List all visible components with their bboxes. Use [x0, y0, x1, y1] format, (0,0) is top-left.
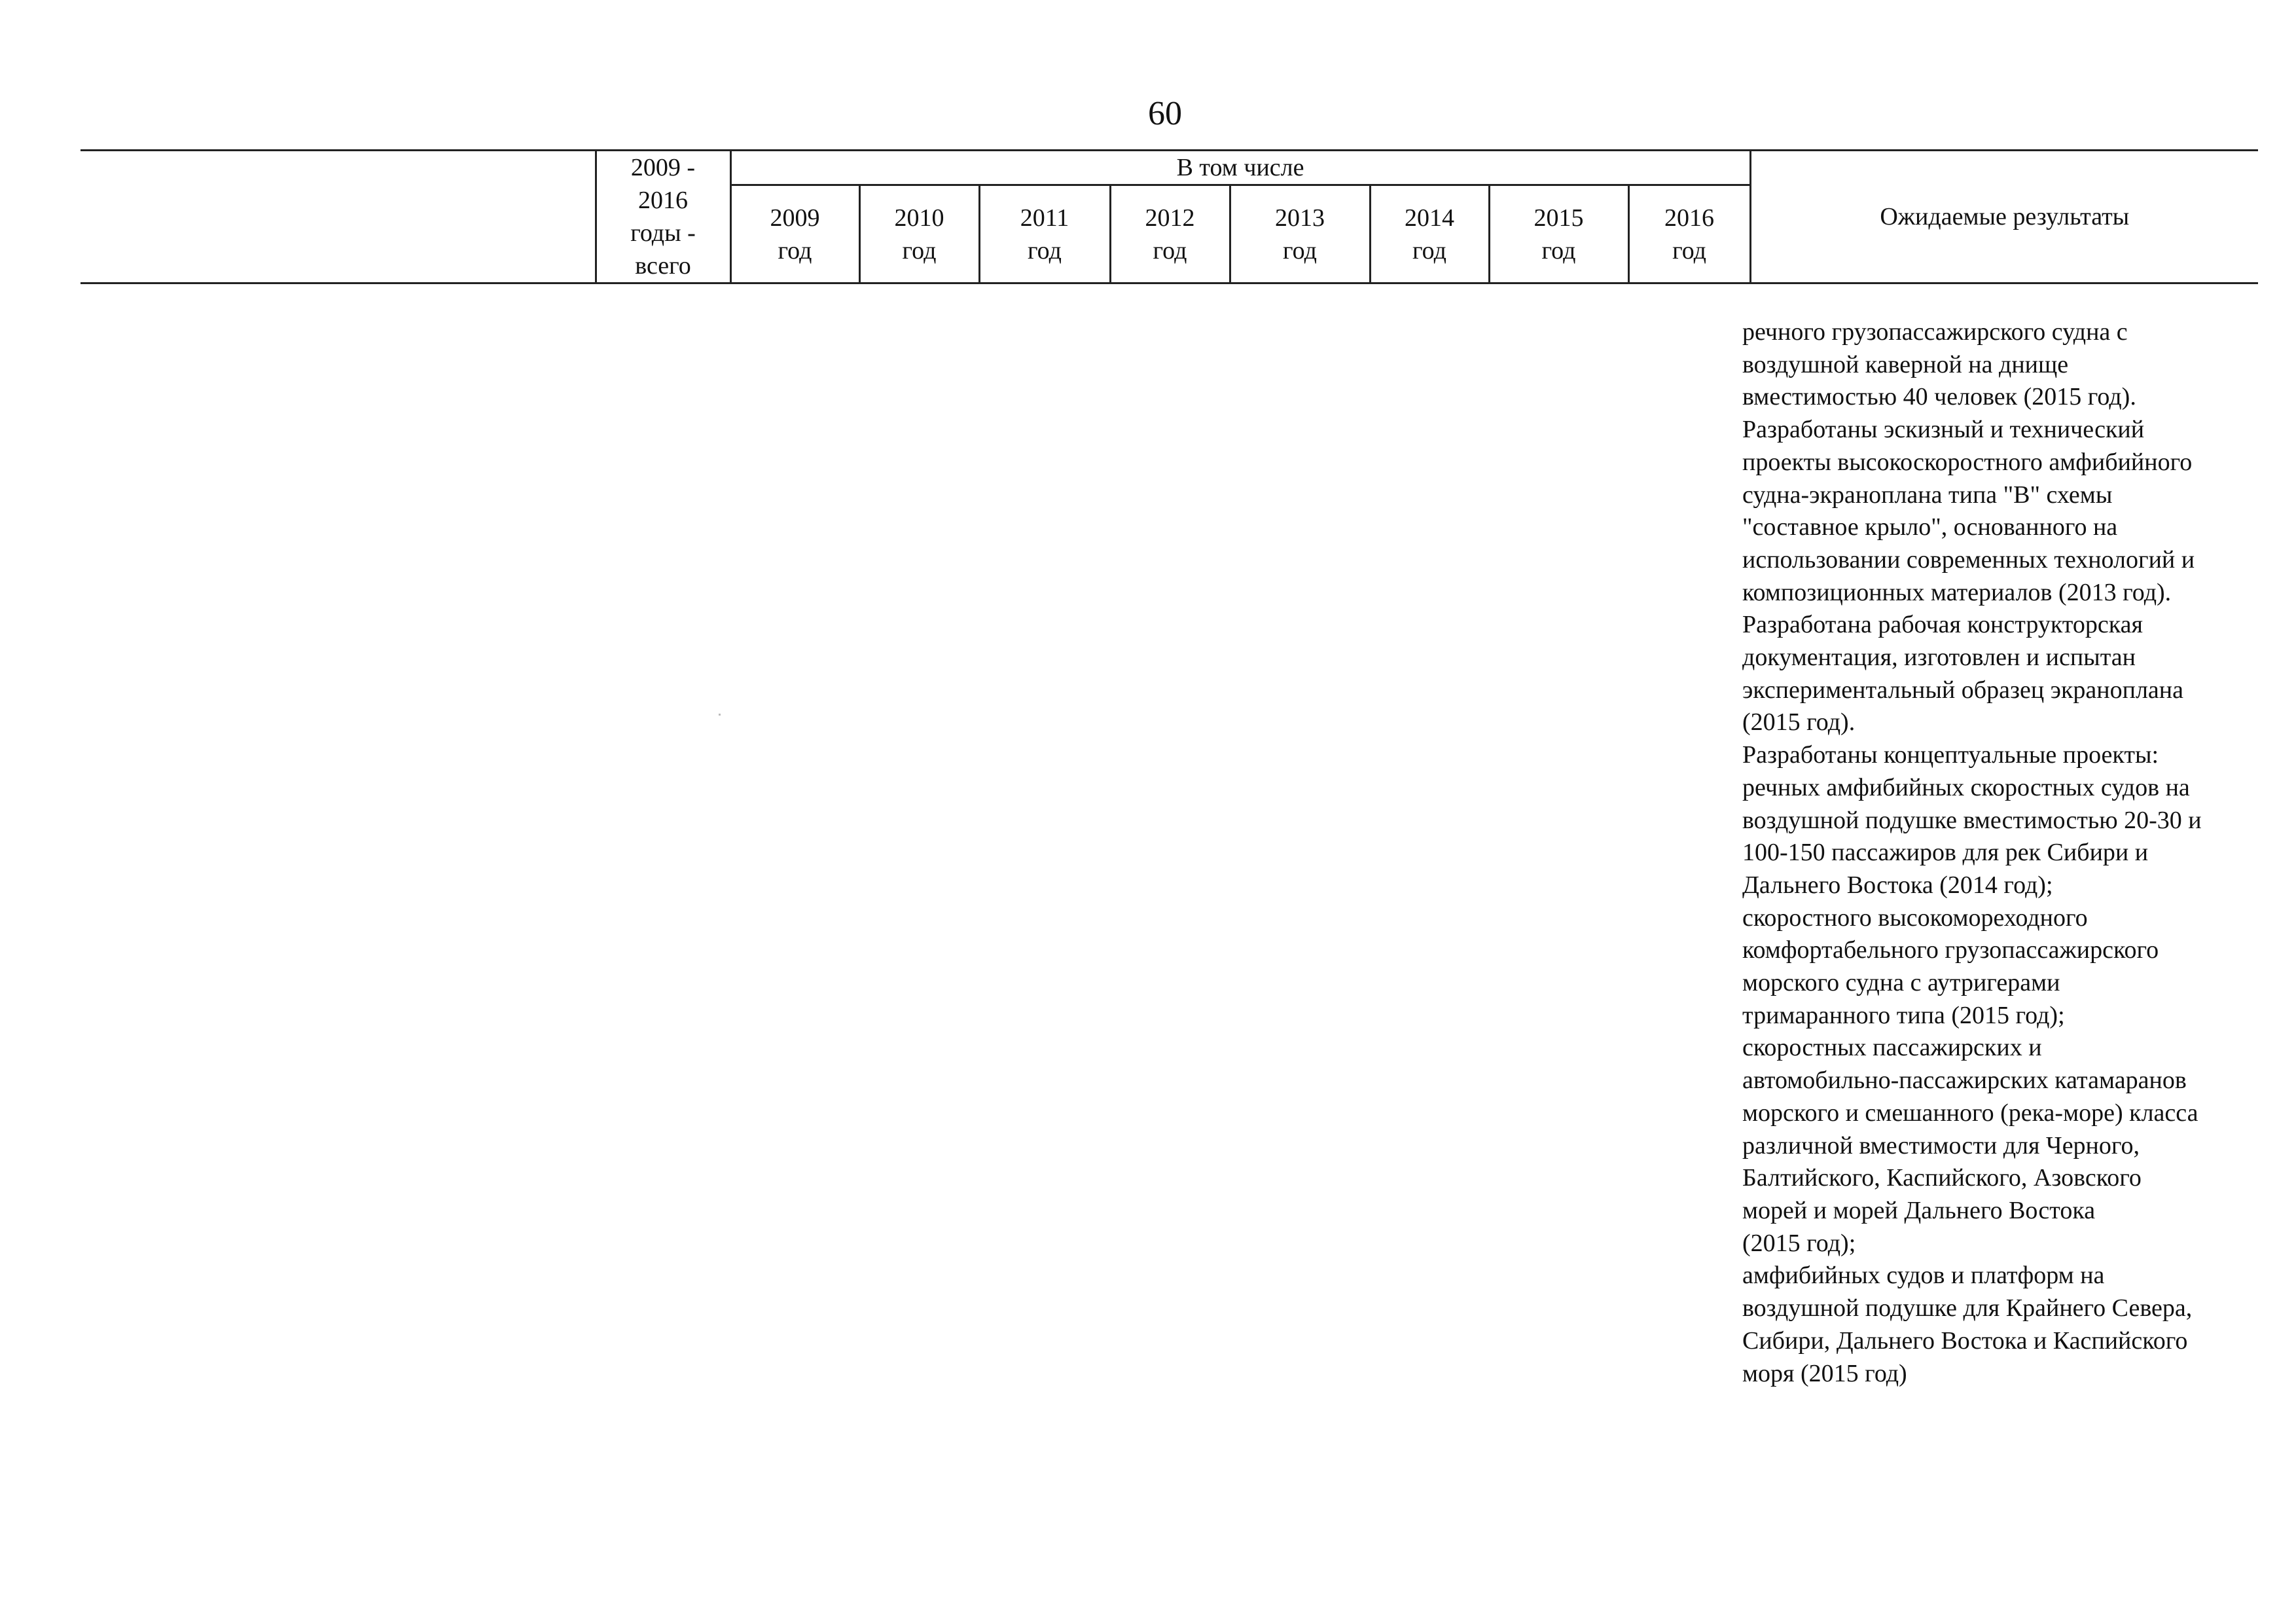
year-unit: год	[902, 236, 937, 264]
header-year-cell	[1628, 185, 1750, 283]
header-year-cell	[1230, 185, 1370, 283]
header-year-cell	[859, 185, 979, 283]
results-line: моря (2015 год)	[1742, 1359, 1907, 1387]
results-line: Разработана рабочая конструкторская	[1742, 611, 2143, 639]
results-line: (2015 год);	[1742, 1229, 1856, 1257]
total-line: годы -	[630, 219, 696, 247]
results-line: (2015 год).	[1742, 708, 1856, 737]
results-line: морского судна с аутригерами	[1742, 969, 2060, 997]
year-unit: год	[1153, 236, 1187, 264]
total-line: 2016	[638, 187, 688, 214]
year-unit: год	[1412, 236, 1446, 264]
results-line: проекты высокоскоростного амфибийного	[1742, 448, 2193, 476]
header-year-cell	[979, 185, 1110, 283]
year-label: 2015	[1534, 204, 1584, 232]
results-line: документация, изготовлен и испытан	[1742, 644, 2136, 672]
header-total-cell	[596, 151, 730, 283]
header-year-cell	[1489, 185, 1628, 283]
year-unit: год	[1672, 236, 1706, 264]
results-line: воздушной подушке вместимостью 20-30 и	[1742, 806, 2202, 834]
header-including-cell: В том числе	[730, 151, 1750, 185]
results-line: 100-150 пассажиров для рек Сибири и	[1742, 839, 2149, 867]
year-unit: год	[1541, 236, 1576, 264]
results-line: Дальнего Востока (2014 год);	[1742, 871, 2053, 899]
year-label: 2010	[894, 204, 944, 232]
results-line: скоростных пассажирских и	[1742, 1034, 2042, 1062]
results-line: Разработаны концептуальные проекты:	[1742, 741, 2159, 769]
results-line: композиционных материалов (2013 год).	[1742, 578, 2172, 606]
results-line: воздушной подушке для Крайнего Севера,	[1742, 1294, 2193, 1322]
results-line: комфортабельного грузопассажирского	[1742, 936, 2159, 964]
total-line: всего	[635, 252, 691, 280]
header-year-cell	[1110, 185, 1230, 283]
scan-speck	[719, 714, 721, 716]
results-line: речных амфибийных скоростных судов на	[1742, 773, 2190, 801]
year-unit: год	[778, 236, 812, 264]
results-line: Сибири, Дальнего Востока и Каспийского	[1742, 1326, 2188, 1355]
year-label: 2009	[770, 204, 820, 232]
results-line: воздушной каверной на днище	[1742, 350, 2069, 378]
header-year-cell	[1370, 185, 1489, 283]
year-unit: год	[1283, 236, 1317, 264]
total-line: 2009 -	[630, 154, 696, 181]
results-line: экспериментальный образец экраноплана	[1742, 676, 2183, 704]
results-line: судна-экраноплана типа "В" схемы	[1742, 481, 2113, 509]
results-line: речного грузопассажирского судна с	[1742, 318, 2128, 346]
results-line: вместимостью 40 человек (2015 год).	[1742, 383, 2136, 411]
results-line: автомобильно-пассажирских катамаранов	[1742, 1067, 2187, 1095]
header-year-cell	[730, 185, 859, 283]
year-label: 2012	[1145, 204, 1195, 232]
results-line: амфибийных судов и платформ на	[1742, 1262, 2105, 1290]
year-label: 2011	[1020, 204, 1069, 232]
results-line: Балтийского, Каспийского, Азовского	[1742, 1164, 2142, 1192]
expected-results-text	[1742, 316, 2259, 1390]
results-line: скоростного высокомореходного	[1742, 903, 2088, 932]
year-label: 2013	[1275, 204, 1325, 232]
results-line: использовании современных технологий и	[1742, 545, 2195, 574]
year-label: 2014	[1405, 204, 1454, 232]
page-number: 60	[1148, 95, 1182, 132]
results-line: различной вместимости для Черного,	[1742, 1131, 2140, 1159]
year-unit: год	[1028, 236, 1062, 264]
table-header	[81, 149, 2258, 284]
header-expected-results-cell: Ожидаемые результаты	[1750, 151, 2258, 283]
results-line: морей и морей Дальнего Востока	[1742, 1196, 2096, 1224]
results-line: тримаранного типа (2015 год);	[1742, 1001, 2065, 1029]
results-line: морского и смешанного (река-море) класса	[1742, 1099, 2198, 1127]
header-blank-cell	[81, 151, 596, 283]
year-label: 2016	[1664, 204, 1715, 232]
results-line: "составное крыло", основанного на	[1742, 513, 2118, 541]
results-line: Разработаны эскизный и технический	[1742, 416, 2145, 444]
